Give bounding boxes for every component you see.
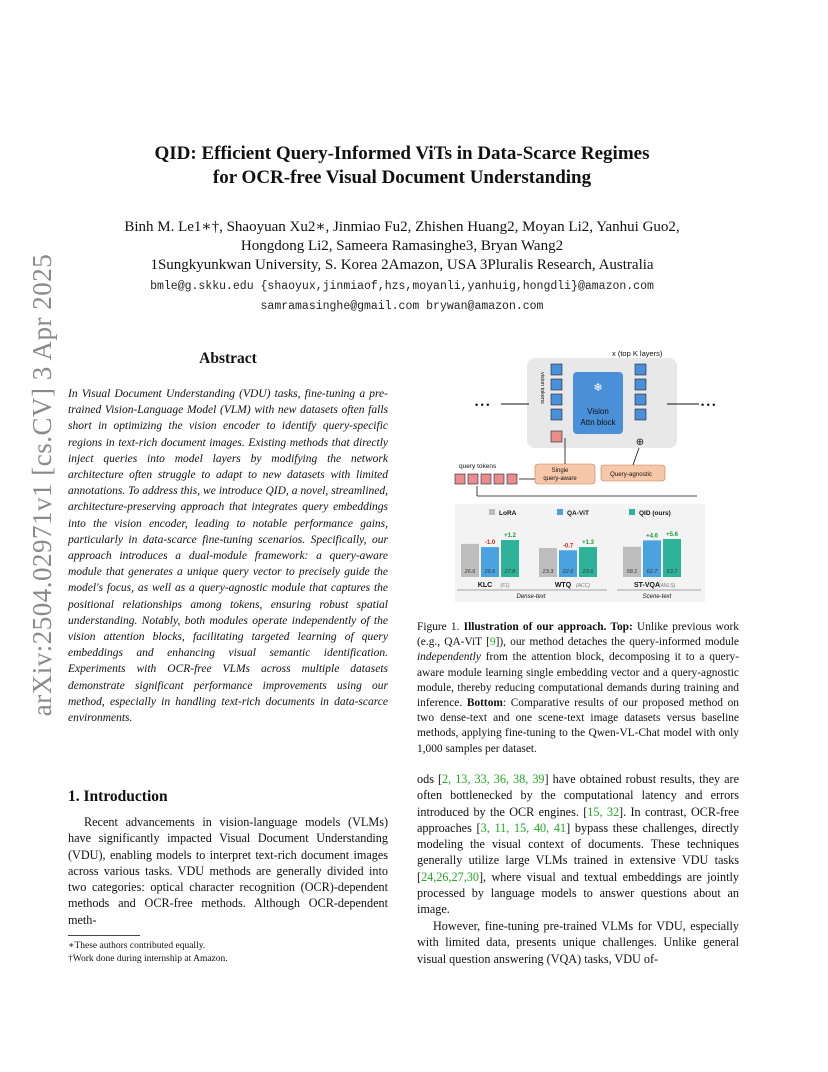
emails-line-1: bmle@g.skku.edu {shaoyux,jinmiaof,hzs,moyanli,yanhuig,hongdli}@amazon.com <box>150 280 654 293</box>
caption-text-1: Unlike previous work (e.g., QA-ViT [ <box>417 621 739 649</box>
figure-1-svg <box>417 346 739 608</box>
delta-label-qavit: +4.6 <box>646 533 658 540</box>
caption-text-2: ]), our method detaches the query-informed module <box>495 636 739 649</box>
x-tick-metric: (ANLS) <box>658 583 676 589</box>
footnote-equal-contribution: ∗These authors contributed equally. <box>68 941 206 951</box>
snowflake-icon: ❄ <box>593 382 603 394</box>
affiliations: 1Sungkyunkwan University, S. Korea 2Amazon, USA 3Pluralis Research, Australia <box>150 257 654 273</box>
author-block <box>100 218 704 275</box>
col2-text-b: ] have obtained robust results, they are often bottlenecked by the computational latency and errors introduced by the OCR engines. [ <box>417 772 739 819</box>
caption-text-4: : Comparative results of our proposed method on two dense-text and one scene-text image datasets versus baseline methods, applying fine-tuning to the Qwen-VL-Chat model with only 1,000 samples per dataset. <box>417 697 739 755</box>
group-label-scene: Scene-text <box>642 594 672 600</box>
bar-value-label: 63.7 <box>666 569 678 575</box>
query-aware-label-2: query-aware <box>543 476 577 482</box>
vision-tokens-label: vision tokens <box>539 372 545 404</box>
x-tick-label: WTQ <box>554 582 572 589</box>
delta-label-qid: +1.3 <box>582 540 594 547</box>
caption-bold-bottom: Bottom <box>466 697 503 710</box>
delta-label-qavit: -0.7 <box>562 543 574 550</box>
query-token-row <box>455 474 517 484</box>
citation-link[interactable]: 9 <box>489 636 496 649</box>
vision-block-label-1: Vision <box>587 407 609 416</box>
legend-label-2: QID (ours) <box>639 510 671 517</box>
x-tick-label: ST-VQA <box>633 582 661 589</box>
intro-paragraph: Recent advancements in vision-language models (VLMs) have significantly impacted Visual Document Understanding (VDU), enabling models to interpret text-rich document images across various tasks. VDU methods are generally divided into two categories: optical character recognition (OCR)-dependent methods and OCR-free methods. Although OCR-dependent meth- <box>68 815 388 927</box>
caption-italic: independently <box>417 651 481 664</box>
authors-line-2: Hongdong Li2, Sameera Ramasinghe3, Bryan Wang2 <box>240 238 564 254</box>
title-line-1: QID: Efficient Query-Informed ViTs in Data-Scarce Regimes <box>154 143 650 164</box>
legend-swatch-1 <box>557 509 563 515</box>
bar-value-label: 25.6 <box>484 569 496 575</box>
legend-label-0: LoRA <box>499 510 517 517</box>
query-aware-label-1: Single <box>551 468 569 474</box>
bar-value-label: 26.6 <box>464 569 476 575</box>
legend-swatch-0 <box>489 509 495 515</box>
add-operator: ⊕ <box>635 437 645 448</box>
delta-label-qid: +5.6 <box>666 531 678 538</box>
legend-swatch-2 <box>629 509 635 515</box>
citation-link[interactable]: 3, 11, 15, 40, 41 <box>480 820 567 835</box>
bar-value-label: 23.3 <box>542 569 554 575</box>
abstract-body: In Visual Document Understanding (VDU) tasks, fine-tuning a pre-trained Vision-Language Model (VLM) with new datasets often falls short in optimizing the vision encoder to identify query-specific regions in text-rich document images. Existing methods that directly inject queries into model layers by modifying the network architecture often struggle to adapt to new datasets with limited annotations. To address this, we introduce QID, a novel, streamlined, architecture-preserving approach that integrates query embeddings into the vision encoder, leading to notable performance gains, particularly in data-scarce fine-tuning scenarios. Specifically, our approach introduces a dual-module framework: a query-aware module that generates a unique query vector to precisely guide the model's focus, as well as a query-agnostic module that captures the positional relationships among tokens, ensuring robust spatial understanding. Notably, both modules operate independently of the vision attention blocks, facilitating targeted learning of query embeddings and enhancing visual semantic identification. Experiments with OCR-free VLMs across multiple datasets demonstrate significant performance improvements using our method, especially in handling text-rich documents in data-scarce environments. <box>68 388 388 725</box>
citation-link[interactable]: 15, 32 <box>587 804 620 819</box>
caption-bold-top: Illustration of our approach. Top: <box>463 621 633 633</box>
x-tick-label: KLC <box>477 582 493 589</box>
footnote-rule <box>68 935 140 936</box>
bar-value-label: 23.6 <box>582 569 594 575</box>
col2-text-e: ], where visual and textual embeddings are jointly processed by language models to answer questions about an image. <box>417 869 739 917</box>
figure-1-caption <box>417 620 739 757</box>
bar-value-label: 22.6 <box>562 569 574 575</box>
caption-label: Figure 1. <box>417 621 460 633</box>
delta-label-qavit: -1.0 <box>484 540 496 547</box>
col2-paragraph-2: However, fine-tuning pre-trained VLMs for VDU, especially with limited data, presents unique challenges. Unlike general visual question answering (VQA) tasks, VDU of- <box>417 919 739 966</box>
title-line-2: for OCR-free Visual Document Understanding <box>212 167 592 188</box>
connector-qag <box>633 448 639 465</box>
col2-paragraph-1 <box>417 771 739 918</box>
arxiv-watermark: arXiv:2504.02971v1 [cs.CV] 3 Apr 2025 <box>27 253 57 717</box>
figure-1 <box>417 346 739 608</box>
legend-label-1: QA-ViT <box>567 510 589 517</box>
dots-right-outer: • • • <box>701 400 716 410</box>
bar-value-label: 58.1 <box>626 569 638 575</box>
col2-text-c: ]. In contrast, OCR-free approaches [ <box>417 804 739 835</box>
delta-label-qid: +1.2 <box>504 533 516 540</box>
col2-text-a: ods [ <box>417 772 443 786</box>
bar-value-label: 62.7 <box>646 569 658 575</box>
top-k-label: x (top K layers) <box>612 349 663 358</box>
x-tick-metric: (F1) <box>500 583 510 589</box>
bar-value-label: 27.8 <box>504 569 516 575</box>
citation-link[interactable]: 2, 13, 33, 36, 38, 39 <box>442 772 545 786</box>
citation-link[interactable]: 24,26,27,30 <box>421 869 479 884</box>
emails-line-2: samramasinghe@gmail.com brywan@amazon.com <box>260 300 544 313</box>
abstract-heading: Abstract <box>199 350 257 367</box>
query-agnostic-label: Query-agnostic <box>610 471 652 478</box>
authors-line-1: Binh M. Le1∗†, Shaoyuan Xu2∗, Jinmiao Fu2, Zhishen Huang2, Moyan Li2, Yanhui Guo2, <box>124 219 680 235</box>
caption-text-3: from the attention block, decomposing it to a query-aware module learning single embedding vector and a query-agnostic module, thereby reducing computational demands during training and inference. <box>417 651 739 710</box>
vision-block-label-2: Attn block <box>580 418 616 427</box>
group-label-dense: Dense-text <box>516 594 546 600</box>
x-tick-metric: (ACC) <box>576 583 590 589</box>
dots-left-outer: • • • <box>475 400 490 410</box>
footnote-internship: †Work done during internship at Amazon. <box>68 954 228 964</box>
chart-legend <box>489 509 671 517</box>
paper-title <box>100 142 704 190</box>
section-heading-introduction: 1. Introduction <box>68 788 168 805</box>
col2-text-d: ] bypass these challenges, directly modeling the visual context of documents. These techniques generally utilize large VLMs trained in extensive VDU tasks [ <box>417 820 739 884</box>
query-tokens-label: query tokens <box>459 463 497 470</box>
